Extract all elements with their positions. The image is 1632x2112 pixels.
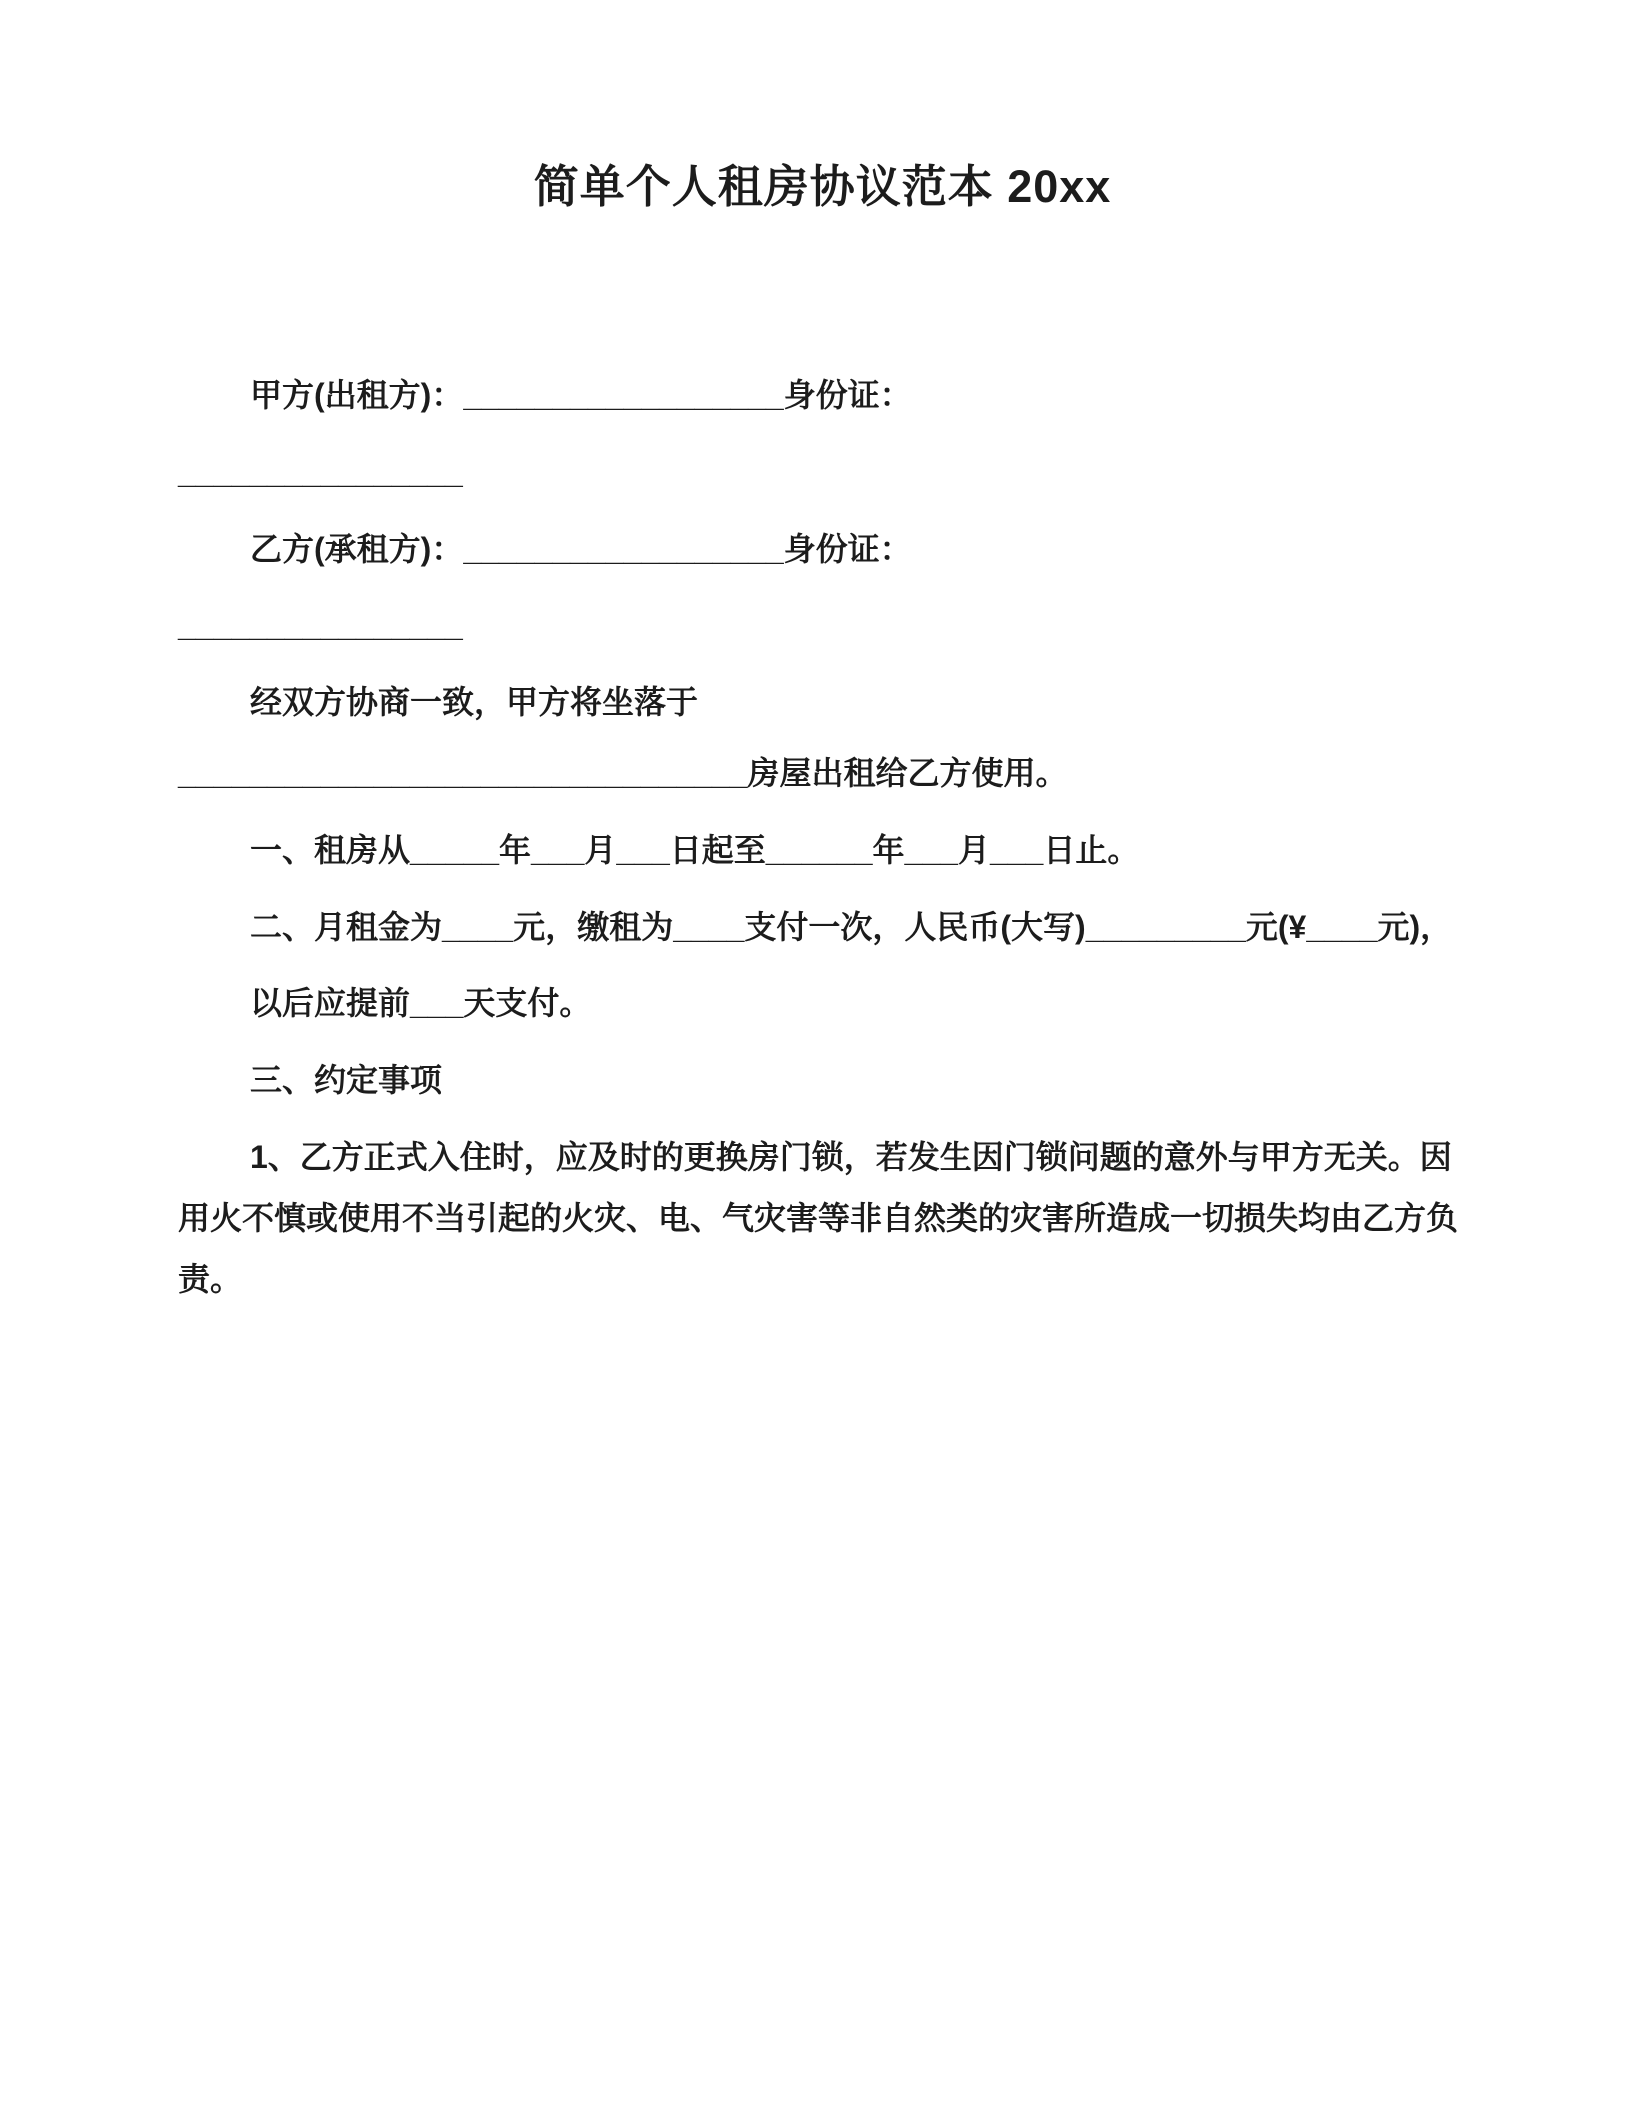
- paragraph-clause-2-rent: 二、月租金为____元，缴租为____支付一次，人民币(大写)_________元(¥____元)，: [250, 908, 1453, 945]
- paragraph-clause-3-item-1: 1、乙方正式入住时，应及时的更换房门锁，若发生因门锁问题的意外与甲方无关。因用火不慎或使用不当引起的火灾、电、气灾害等非自然类的灾害所造成一切损失均由乙方负责。: [178, 1138, 1459, 1297]
- paragraph-payment-advance: 以后应提前___天支付。: [250, 985, 592, 1022]
- paragraph-property-location: ________________________________房屋出租给乙方使用。: [178, 754, 1068, 791]
- paragraph-party-a: 甲方(出租方)：__________________身份证：: [250, 377, 912, 413]
- paragraph-party-b-id-blank: ________________: [178, 607, 463, 644]
- paragraph-agreement-intro: 经双方协商一致，甲方将坐落于: [250, 684, 699, 721]
- paragraph-party-b: 乙方(承租方)：__________________身份证：: [250, 530, 912, 567]
- document-title: 简单个人租房协议范本 20xx: [533, 161, 1112, 212]
- paragraph-party-a-id-blank: ________________: [178, 453, 463, 490]
- document-body: [178, 365, 1467, 1309]
- paragraph-clause-3-heading: 三、约定事项: [250, 1062, 443, 1099]
- paragraph-clause-1-term: 一、租房从_____年___月___日起至______年___月___日止。: [250, 831, 1140, 868]
